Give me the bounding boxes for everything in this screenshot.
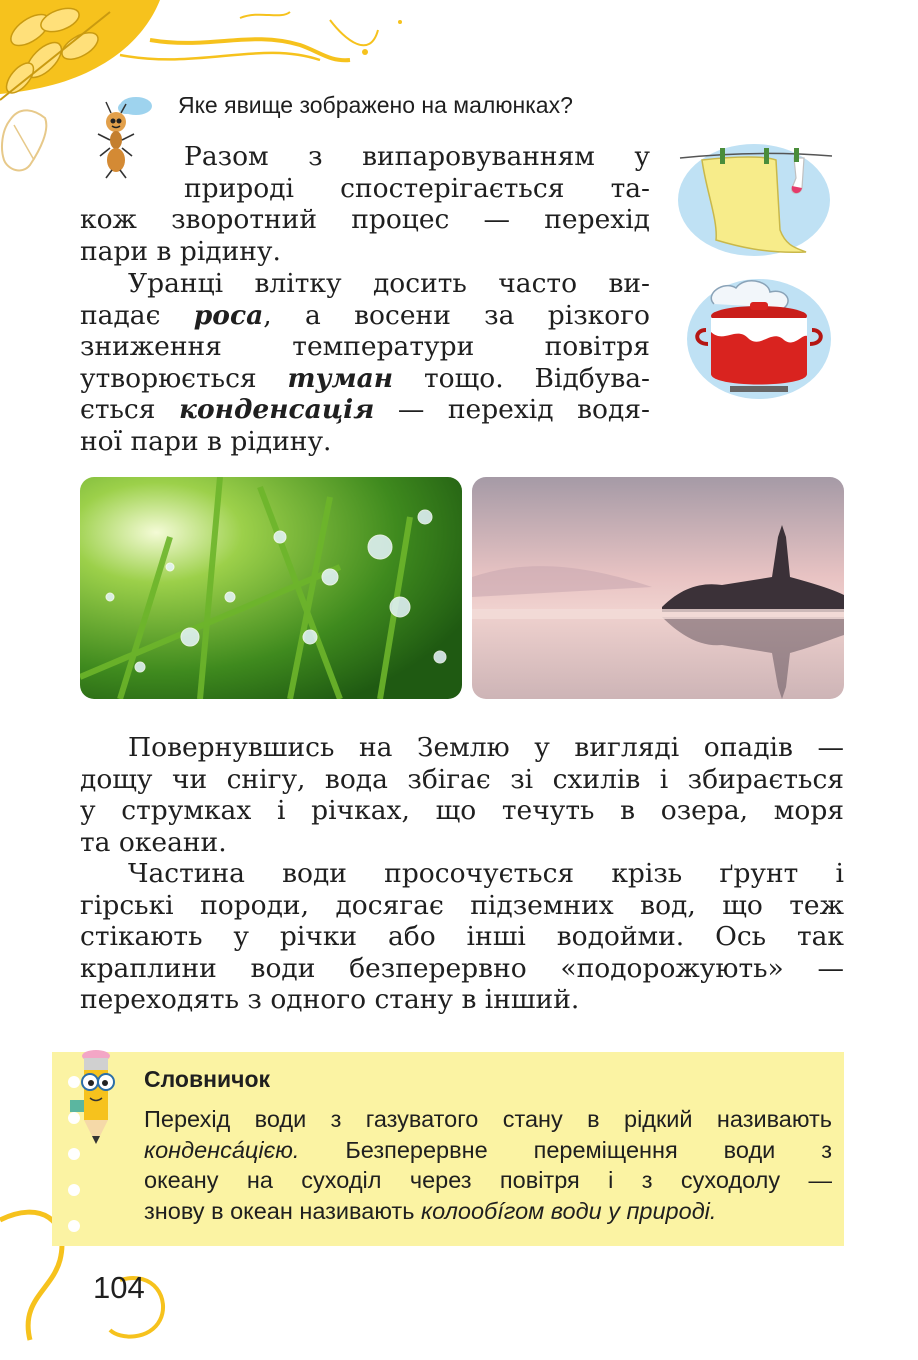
text-run: — перехід водя- (374, 394, 650, 425)
paragraph-line (80, 363, 650, 395)
paragraph-line: природі спостерігається та- (184, 172, 650, 204)
term-condensation: конденсація (179, 394, 375, 425)
paragraph-line: краплини води безперервно «подорожують» — (80, 952, 844, 984)
paragraph-precipitation (80, 732, 844, 858)
dew-photo (80, 477, 462, 699)
paragraph-line: кож зворотний процес — перехід (80, 204, 650, 235)
page-number: 104 (93, 1270, 145, 1305)
text-run: утворюється (80, 362, 288, 394)
paragraph-evaporation (80, 141, 650, 267)
fog-photo-image (472, 477, 844, 699)
pencil-mascot-icon (62, 1048, 132, 1148)
paragraph-line: у струмках і річках, що течуть в озера, моря (80, 795, 844, 826)
dew-photo-image (80, 477, 462, 699)
paragraph-line: гірські породи, досягає підземних вод, що теж (80, 889, 844, 921)
paragraph-line: та океани. (80, 826, 227, 858)
term-dew: роса (193, 299, 264, 331)
text-run: падає (80, 299, 194, 331)
steaming-pot-illustration (684, 274, 834, 404)
text-run: знову в океан називають (144, 1197, 421, 1224)
glossary-text (144, 1104, 832, 1226)
paragraph-line: Уранці влітку досить часто ви- (128, 268, 650, 299)
glossary-box (52, 1052, 844, 1246)
glossary-line: океану на суходіл через повітря і з суходолу — (144, 1167, 832, 1193)
paragraph-condensation (80, 268, 650, 457)
fog-photo (472, 477, 844, 699)
paragraph-line: пари в рідину. (80, 235, 281, 267)
paragraph-line (80, 394, 650, 426)
glossary-term-water-cycle: колообíгом води у природі. (420, 1197, 717, 1224)
paragraph-line: Разом з випаровуванням у (184, 141, 650, 172)
glossary-line: Перехід води з газуватого стану в рідкий називають (144, 1106, 832, 1132)
paragraph-line: дощу чи снігу, вода збігає зі схилів і збирається (80, 763, 844, 795)
paragraph-line: Частина води просочується крізь ґрунт і (128, 858, 844, 889)
glossary-line (144, 1196, 832, 1227)
paragraph-line (80, 300, 650, 332)
paragraph-line: переходять з одного стану в інший. (80, 984, 580, 1015)
text-run: , а восени за різкого (263, 299, 651, 331)
text-run: тощо. Відбува- (393, 362, 651, 394)
question-text: Яке явище зображено на малюнках? (178, 92, 573, 118)
glossary-line (144, 1135, 832, 1166)
glossary-title: Словничок (144, 1066, 271, 1092)
paragraph-line: стікають у річки або інші водойми. Ось так (80, 921, 844, 952)
laundry-illustration (676, 130, 836, 260)
term-fog: туман (287, 362, 394, 394)
paragraph-groundwater (80, 858, 844, 1016)
glossary-term-condensation: конденсáцією. (144, 1136, 300, 1163)
paragraph-line: зниження температури повітря (80, 331, 650, 362)
text-run: Безперервне переміщення води з (299, 1136, 832, 1163)
paragraph-line: ної пари в рідину. (80, 425, 332, 457)
text-run: ється (80, 394, 180, 425)
paragraph-line: Повернувшись на Землю у вигляді опадів — (128, 732, 844, 763)
